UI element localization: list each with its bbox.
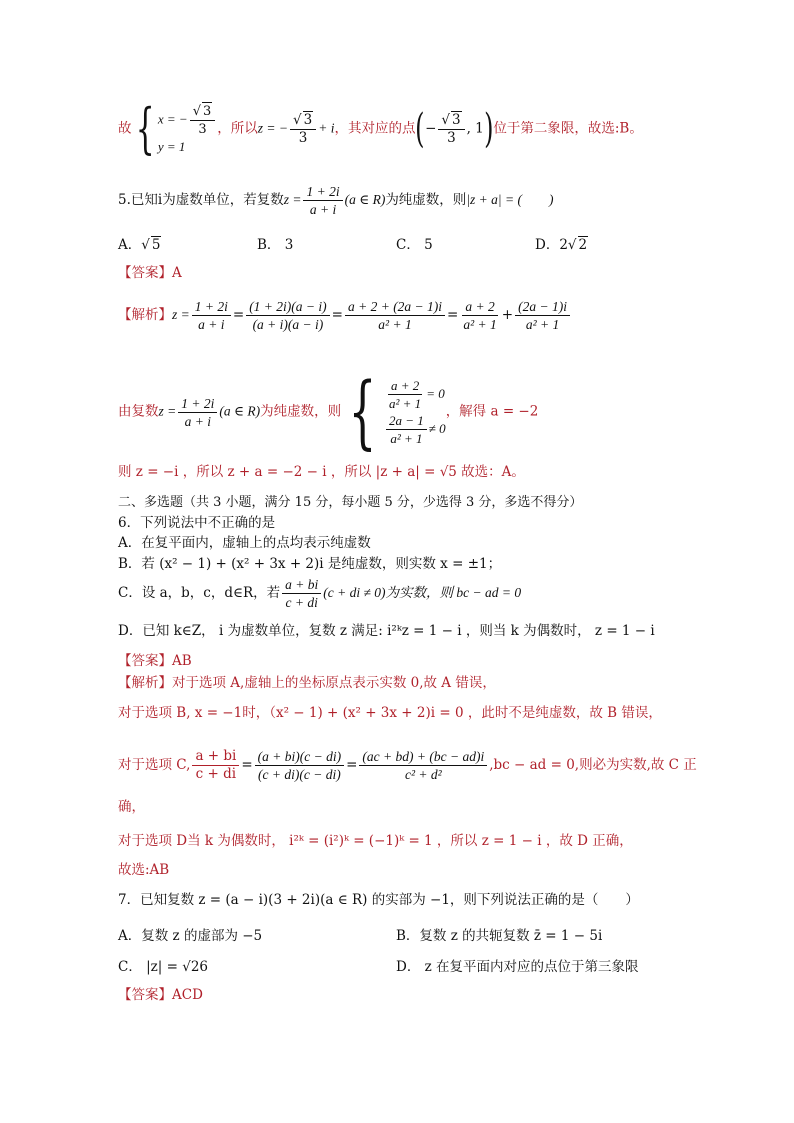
q4-system — [158, 102, 217, 156]
q6-option-c: C．设 a，b，c，d∈R，若 $\frac{a + bi}{c + di}$ (c + di ≠ 0)为实数，则 bc − ad = 0 — [118, 577, 522, 610]
q4-eq1: x = − $\frac{√ 3}{3}$ — [158, 102, 217, 138]
q5-abs: |z + a| = ( ) — [466, 192, 554, 207]
q5-option-a: A．√ 5 — [118, 237, 161, 253]
q4-end: 位于第二象限，故选:B。 — [493, 120, 643, 137]
q6-analysis-3b: 确， — [118, 799, 145, 815]
q5-cond: (a ∈ R) — [344, 192, 386, 207]
q6-answer: 【答案】AB — [118, 653, 192, 669]
q4-point-tail: , 1 — [466, 120, 484, 137]
q5-analysis-1: 【解析】z = $\frac{1 + 2i}{a + i}$ = $\frac{(1 + 2i)(a - i)}{(a + i)(a - i)}$ = $\frac{a + 2 + (2a - 1)i}{\text{a² + 1}}$ = $\frac{a + 2}{\text{a² + 1}}$ + $\frac{(2a - 1)i}{\text{a² + 1}}$ — [118, 298, 572, 333]
q5-analysis-3: 则 z = −i ，所以 z + a = −2 − i ，所以 |z + a| = √5 故选：A。 — [118, 464, 525, 480]
q4-z-expr-b: + i — [318, 120, 335, 136]
q5-answer: 【答案】A — [118, 265, 182, 281]
q6-analysis-3: 对于选项 C, $\frac{a + bi}{c + di}$ = $\frac{(a + bi)(c - di)}{(c + di)(c - di)}$ = $\frac{(ac + bd) + (bc - ad)i}{\text{c² + d²}}$ ,bc − ad = 0,则必为实数,故 C 正 — [118, 748, 697, 782]
q7-answer: 【答案】ACD — [118, 987, 203, 1003]
q7-option-b: B．复数 z 的共轭复数 z̄ = 1 − 5i — [396, 928, 603, 944]
q5-option-b: B． 3 — [257, 237, 294, 253]
q4-eq2: y = 1 — [157, 139, 186, 154]
system-brace: { — [135, 97, 155, 160]
q4-conclusion-line: 故{ x = − $\frac{√ 3}{3}$ y = 1 ，所以z = − $\frac{√ 3}{3}$ + i，其对应的点(− $\frac{√ 3}{3}$ , 1)位于第二象限，故选:B。 — [118, 97, 643, 160]
q4-prefix: 故 — [118, 120, 132, 137]
q6-stem: 6．下列说法中不正确的是 — [118, 515, 276, 531]
paren-open: ( — [415, 106, 425, 152]
q4-z-expr: z = − — [257, 120, 288, 136]
q5-stem: 5.已知i为虚数单位，若复数z = $\frac{1 + 2i}{a + i}$ (a ∈ R)为纯虚数，则|z + a| = ( ) — [118, 184, 554, 217]
q7-option-c: C． |z| = √26 — [118, 959, 209, 975]
q6-analysis-1: 【解析】对于选项 A,虚轴上的坐标原点表示实数 0,故 A 错误， — [118, 675, 496, 691]
q5-option-d: D．2√ 2 — [535, 237, 588, 253]
q5-analysis-2: 由复数z = $\frac{1 + 2i}{a + i}$ (a ∈ R)为纯虚数，则{ $\frac{a + 2}{\text{a² + 1}}$ = 0 $\frac{2a - 1}{\text{a² + 1}}$ ≠ 0 ，解得 a = −2 — [118, 365, 539, 458]
q4-mid2: ，其对应的点 — [334, 120, 416, 137]
q7-option-a: A．复数 z 的虚部为 −5 — [118, 928, 263, 944]
q6-option-b: B．若 (x² − 1) + (x² + 3x + 2)i 是纯虚数，则实数 x = ±1； — [118, 556, 502, 572]
q5-z-eq: z = — [283, 192, 302, 207]
q6-option-d: D．已知 k∈Z， i 为虚数单位，复数 z 满足: i²ᵏz = 1 − i ，则当 k 为偶数时， z = 1 − i — [118, 623, 655, 639]
q6-analysis-5: 故选:AB — [118, 862, 170, 878]
section-2-title: 二、多选题（共 3 小题，满分 15 分，每小题 5 分，少选得 3 分，多选不得分） — [118, 495, 583, 510]
q5-stem-a: 5.已知i为虚数单位，若复数 — [118, 192, 284, 208]
q7-stem: 7．已知复数 z = (a − i)(3 + 2i)(a ∈ R) 的实部为 −1，则下列说法正确的是（ ） — [118, 892, 639, 908]
q6-analysis-2: 对于选项 B, x = −1时，（x² − 1) + (x² + 3x + 2)i = 0 ，此时不是纯虚数，故 B 错误， — [118, 705, 662, 721]
paren-close: ) — [483, 106, 494, 152]
q6-analysis-4: 对于选项 D当 k 为偶数时， i²ᵏ = (i²)ᵏ = (−1)ᵏ = 1 ，所以 z = 1 − i ，故 D 正确， — [118, 833, 633, 849]
q5-option-c: C． 5 — [396, 237, 433, 253]
q7-option-d: D． z 在复平面内对应的点位于第三象限 — [396, 959, 639, 975]
q5-stem-b: 为纯虚数，则 — [385, 192, 467, 208]
q4-mid1: ，所以 — [217, 120, 258, 137]
q6-option-a: A．在复平面内，虚轴上的点均表示纯虚数 — [118, 535, 371, 551]
